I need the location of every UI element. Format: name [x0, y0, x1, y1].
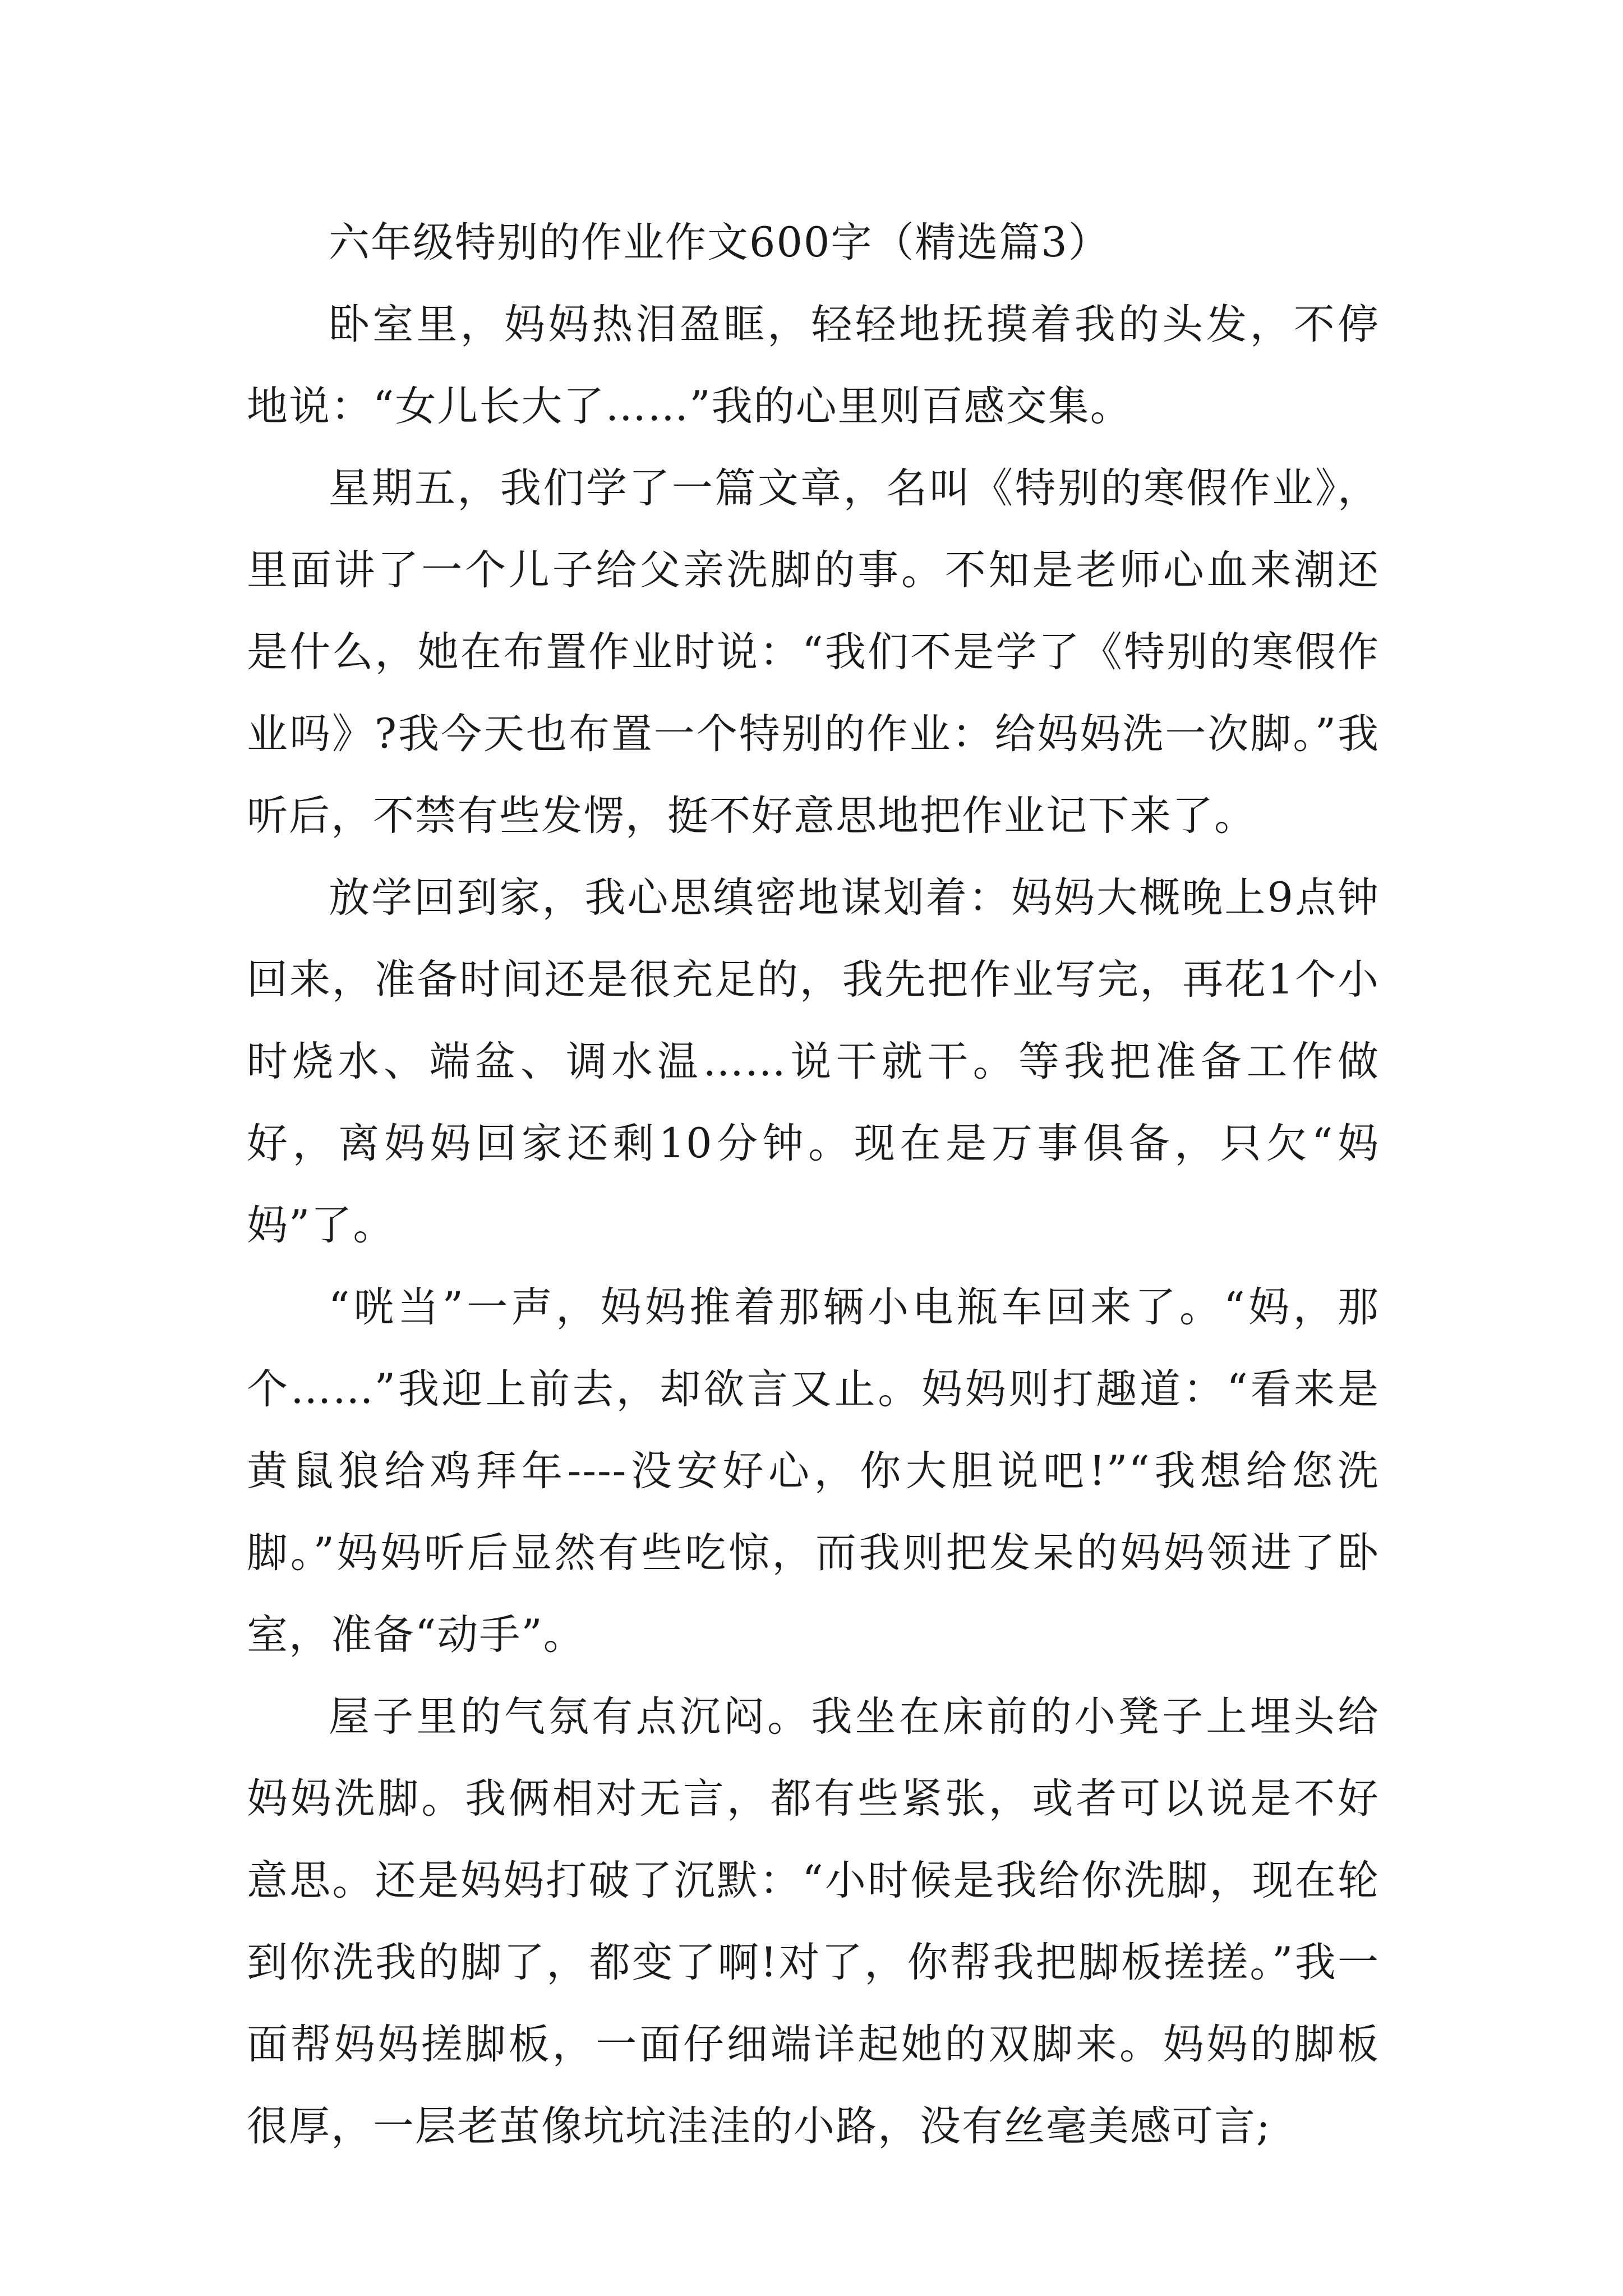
paragraph-5: 屋子里的气氛有点沉闷。我坐在床前的小凳子上埋头给妈妈洗脚。我俩相对无言，都有些紧张，或者可以说是不好意思。还是妈妈打破了沉默：“小时候是我给你洗脚，现在轮到你洗我的脚了，都变了啊!对了，你帮我把脚板搓搓。”我一面帮妈妈搓脚板，一面仔细端详起她的双脚来。妈妈的脚板很厚，一层老茧像坑坑洼洼的小路，没有丝毫美感可言;: [247, 1693, 1380, 2150]
paragraph-1: 卧室里，妈妈热泪盈眶，轻轻地抚摸着我的头发，不停地说：“女儿长大了……”我的心里则百感交集。: [247, 301, 1380, 430]
paragraph-4: “咣当”一声，妈妈推着那辆小电瓶车回来了。“妈，那个……”我迎上前去，却欲言又止。妈妈则打趣道：“看来是黄鼠狼给鸡拜年----没安好心，你大胆说吧!”“我想给您洗脚。”妈妈听后显然有些吃惊，而我则把发呆的妈妈领进了卧室，准备“动手”。: [247, 1283, 1380, 1659]
paragraph-3: 放学回到家，我心思缜密地谋划着：妈妈大概晚上9点钟回来，准备时间还是很充足的，我先把作业写完，再花1个小时烧水、端盆、调水温……说干就干。等我把准备工作做好，离妈妈回家还剩10分钟。现在是万事俱备，只欠“妈妈”了。: [247, 874, 1380, 1249]
document-body: [247, 202, 1380, 2168]
document-title: 六年级特别的作业作文600字（精选篇3）: [329, 219, 1110, 266]
paragraph-2: 星期五，我们学了一篇文章，名叫《特别的寒假作业》，里面讲了一个儿子给父亲洗脚的事。不知是老师心血来潮还是什么，她在布置作业时说：“我们不是学了《特别的寒假作业吗》?我今天也布置一个特别的作业：给妈妈洗一次脚。”我听后，不禁有些发愣，挺不好意思地把作业记下来了。: [247, 464, 1380, 840]
